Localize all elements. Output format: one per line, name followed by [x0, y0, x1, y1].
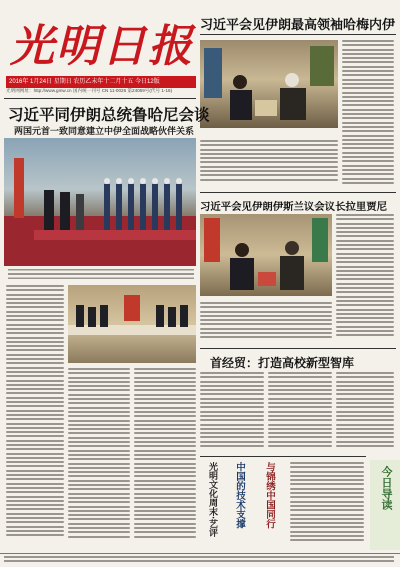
main-top-rule	[4, 98, 196, 99]
newspaper-title: 光明日报	[10, 21, 194, 72]
main-photo-caption	[8, 269, 194, 281]
top-right-column-text	[342, 40, 394, 190]
masthead	[6, 6, 196, 86]
lower-right-body-col-1	[200, 372, 264, 452]
teaser-rule	[200, 456, 366, 457]
photo-khamenei-meeting	[200, 40, 338, 128]
teaser-text-block	[290, 462, 364, 550]
teaser-tech-support[interactable]: 中国的技术支撑	[234, 462, 245, 529]
main-body-col-1	[6, 285, 64, 547]
teaser-culture-weekend[interactable]: 光明文化周末·艺评	[207, 462, 217, 538]
date-bar: 2016年 1月24日 星期日 农历乙未年十二月十五 今日12版	[6, 76, 196, 88]
lower-right-body-col-3	[336, 372, 394, 452]
main-subhead: 两国元首一致同意建立中伊全面战略伙伴关系	[14, 127, 195, 137]
lower-right-headline: 首经贸：打造高校新型智库	[210, 356, 355, 370]
top-right-rule	[200, 34, 396, 35]
todays-guide-band	[370, 460, 400, 550]
mid-right-rule	[200, 192, 396, 193]
mid-right-column-text	[336, 214, 394, 344]
main-headline: 习近平同伊朗总统鲁哈尼会谈	[8, 105, 210, 124]
photo-larijani-figures	[200, 214, 332, 296]
top-right-body-text	[200, 140, 338, 188]
mid-right-body-text	[200, 302, 332, 344]
photo-ceremony-figures	[4, 138, 196, 266]
teaser-splendid-china[interactable]: 与锦绣中国同行	[264, 462, 275, 529]
photo-welcome-ceremony	[4, 138, 196, 266]
photo-larijani-meeting	[200, 214, 332, 296]
lower-right-body-col-2	[268, 372, 332, 452]
main-body-col-3	[134, 368, 196, 548]
photo-talks-figures	[68, 285, 196, 363]
lower-right-rule	[200, 348, 396, 349]
photo-talks	[68, 285, 196, 363]
todays-guide-title: 今日导读	[380, 466, 393, 510]
main-body-col-2	[68, 368, 130, 548]
mid-right-headline: 习近平会见伊朗伊斯兰议会议长拉里贾尼	[200, 201, 388, 213]
photo-khamenei-figures	[200, 40, 338, 128]
top-right-headline: 习近平会见伊朗最高领袖哈梅内伊	[200, 18, 396, 33]
masthead-info-line: 光明网网址：http://www.gmw.cn 国内统一刊号 CN 11-0026 第24069号(代号 1-16)	[6, 88, 173, 93]
page-footer	[0, 553, 400, 567]
